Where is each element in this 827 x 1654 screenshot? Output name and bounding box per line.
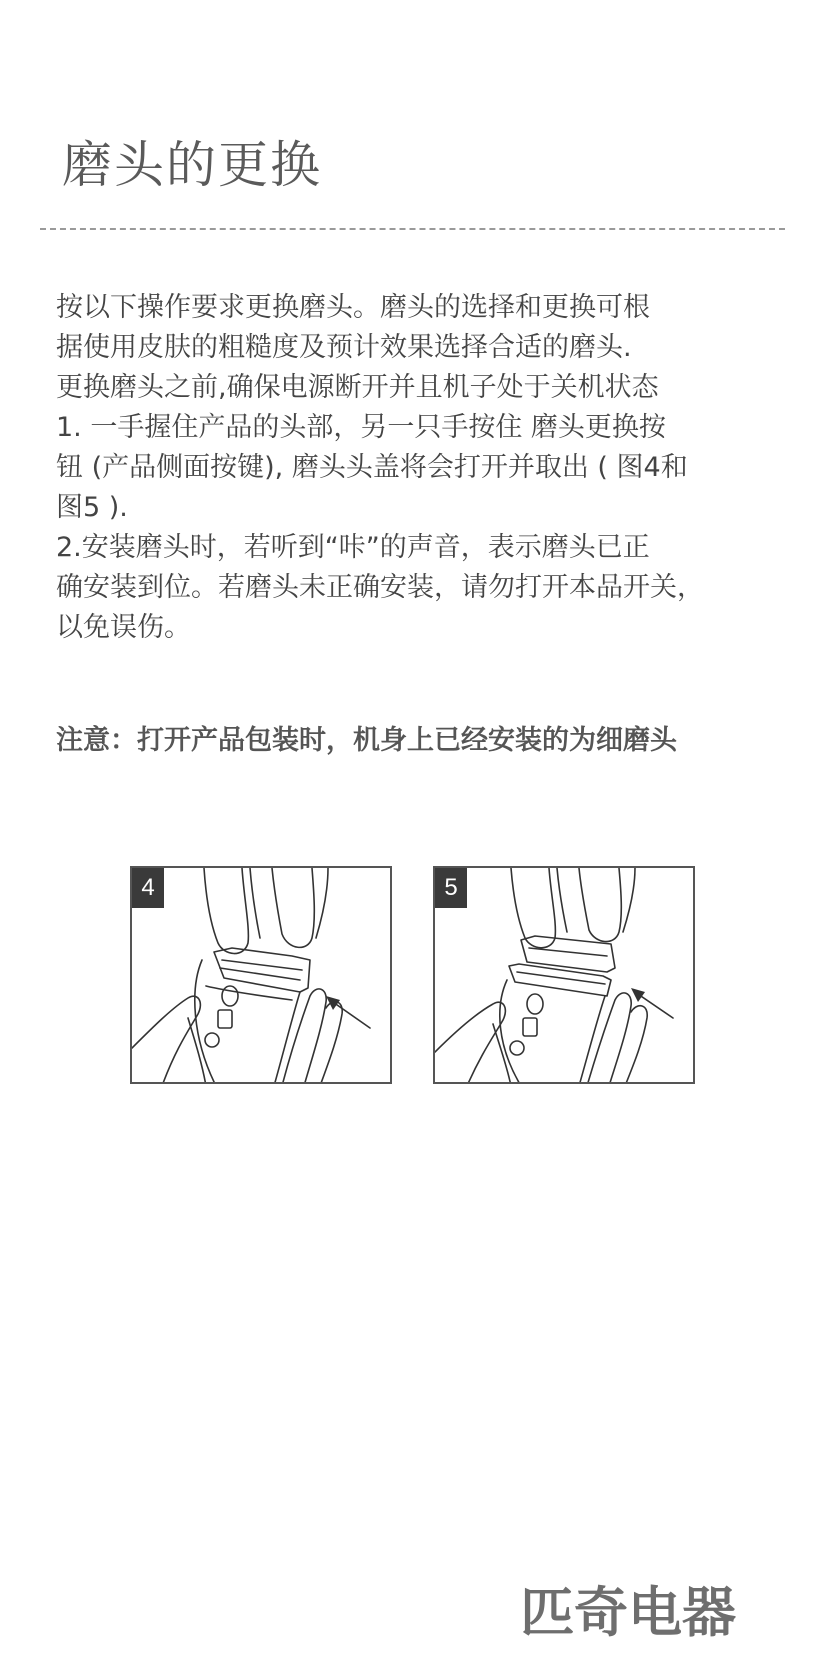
brand-logo: 匹奇电器 xyxy=(520,1581,736,1644)
instruction-line: 确安装到位。若磨头未正确安装，请勿打开本品开关， xyxy=(56,572,704,603)
instruction-line: 图5 ). xyxy=(56,492,128,523)
instruction-line: 1. 一手握住产品的头部，另一只手按住 磨头更换按 xyxy=(56,412,666,443)
page-title: 磨头的更换 xyxy=(62,136,322,194)
instruction-line: 钮 (产品侧面按键), 磨头头盖将会打开并取出 ( 图4和 xyxy=(56,452,688,483)
figure-4-illustration xyxy=(130,866,392,1084)
instruction-line: 据使用皮肤的粗糙度及预计效果选择合适的磨头. xyxy=(56,332,632,363)
instruction-line: 2.安装磨头时，若听到“咔”的声音，表示磨头已正 xyxy=(56,532,650,563)
instruction-line: 按以下操作要求更换磨头。磨头的选择和更换可根 xyxy=(56,292,650,323)
instruction-line: 以免误伤。 xyxy=(56,612,191,643)
figure-number-badge: 5 xyxy=(435,868,467,908)
note-text: 注意：打开产品包装时，机身上已经安装的为细磨头 xyxy=(56,725,677,756)
instructions-text xyxy=(56,288,776,648)
figure-5-illustration xyxy=(433,866,695,1084)
hand-device-drawing xyxy=(132,868,392,1084)
dashed-divider xyxy=(40,228,785,230)
instruction-line: 更换磨头之前,确保电源断开并且机子处于关机状态 xyxy=(56,372,659,403)
figure-number-badge: 4 xyxy=(132,868,164,908)
hand-device-drawing xyxy=(435,868,695,1084)
